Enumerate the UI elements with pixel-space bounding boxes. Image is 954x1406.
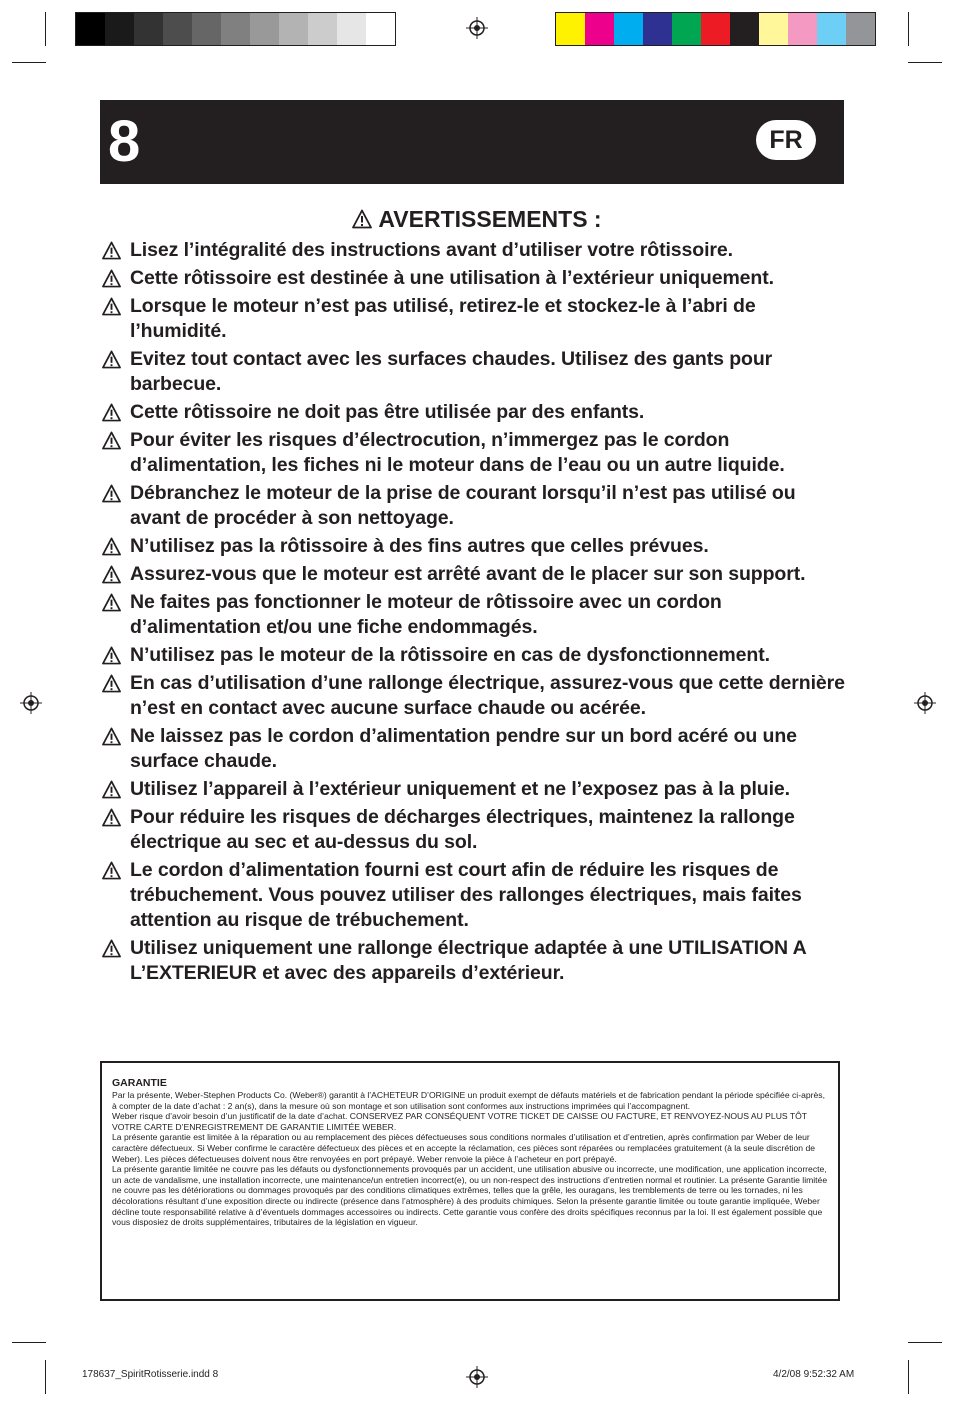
warning-text: Cette rôtissoire est destinée à une utilisation à l’extérieur uniquement.: [130, 267, 774, 289]
warning-item: [100, 428, 848, 478]
warranty-paragraph: Par la présente, Weber-Stephen Products Co. (Weber®) garantit à l’ACHETEUR D’ORIGINE un produit exempt de défauts matériels et de fabrication pendant la période spécifiée ci-après, à compter de la date d’achat : 2 an(s), dans la mesure où son montage et son utilisation sont conformes aux instructions imprimées qui l’accompagnent.: [112, 1090, 825, 1111]
grayscale-swatch: [221, 13, 250, 45]
warranty-body: [112, 1090, 828, 1228]
warning-text: N’utilisez pas la rôtissoire à des fins autres que celles prévues.: [130, 535, 709, 557]
warning-icon: [102, 484, 121, 503]
warning-item: [100, 238, 848, 263]
grayscale-swatch: [308, 13, 337, 45]
warning-icon: [352, 209, 372, 229]
warning-item: [100, 858, 848, 933]
warning-icon: [102, 939, 121, 958]
grayscale-swatch: [105, 13, 134, 45]
warning-icon: [102, 537, 121, 556]
grayscale-color-bar: [75, 12, 396, 46]
warning-item: [100, 347, 848, 397]
color-swatch: [614, 13, 643, 45]
grayscale-swatch: [250, 13, 279, 45]
color-swatch: [556, 13, 585, 45]
warranty-title: GARANTIE: [112, 1077, 167, 1089]
crop-mark: [908, 1360, 909, 1394]
warning-text: Débranchez le moteur de la prise de courant lorsqu’il n’est pas utilisé ou avant de procéder à son nettoyage.: [130, 482, 796, 529]
process-color-bar: [555, 12, 876, 46]
warning-item: [100, 294, 848, 344]
warning-text: Cette rôtissoire ne doit pas être utilisée par des enfants.: [130, 401, 645, 423]
crop-mark: [908, 1342, 942, 1343]
warnings-heading: [0, 203, 954, 235]
crop-mark: [45, 12, 46, 46]
warning-icon: [102, 727, 121, 746]
grayscale-swatch: [366, 13, 395, 45]
warning-item: [100, 534, 848, 559]
warning-icon: [102, 269, 121, 288]
warning-item: [100, 777, 848, 802]
warning-text: Utilisez l’appareil à l’extérieur uniquement et ne l’exposez pas à la pluie.: [130, 778, 790, 800]
registration-mark-icon: [466, 1366, 488, 1388]
warning-item: [100, 643, 848, 668]
warning-item: [100, 562, 848, 587]
warning-icon: [102, 431, 121, 450]
crop-mark: [908, 62, 942, 63]
warranty-box: [100, 1061, 840, 1301]
grayscale-swatch: [279, 13, 308, 45]
page-header: [100, 100, 844, 184]
warning-item: [100, 400, 848, 425]
grayscale-swatch: [134, 13, 163, 45]
warning-icon: [102, 403, 121, 422]
warning-icon: [102, 780, 121, 799]
grayscale-swatch: [192, 13, 221, 45]
color-swatch: [701, 13, 730, 45]
warning-text: En cas d’utilisation d’une rallonge électrique, assurez-vous que cette dernière n’est en contact avec aucune surface chaude ou acérée.: [130, 672, 845, 719]
warning-text: Lisez l’intégralité des instructions avant d’utiliser votre rôtissoire.: [130, 239, 733, 261]
crop-mark: [45, 1360, 46, 1394]
color-swatch: [817, 13, 846, 45]
warning-icon: [102, 241, 121, 260]
warranty-paragraph: Weber risque d’avoir besoin d’un justificatif de la date d’achat. CONSERVEZ PAR CONSÉQUENT VOTRE TICKET DE CAISSE OU FACTURE, ET RENVOYEZ-NOUS AU PLUS TÔT VOTRE CARTE D’ENREGISTREMENT DE GARANTIE LIMITÉE WEBER.: [112, 1111, 807, 1132]
warning-item: [100, 590, 848, 640]
warning-text: Le cordon d’alimentation fourni est court afin de réduire les risques de trébuchement. Vous pouvez utiliser des rallonges électriques, mais faites attention au risque de trébuchement.: [130, 859, 802, 931]
warning-icon: [102, 565, 121, 584]
warning-item: [100, 936, 848, 986]
language-badge: FR: [756, 120, 816, 160]
warning-icon: [102, 861, 121, 880]
warning-text: Utilisez uniquement une rallonge électrique adaptée à une UTILISATION A L’EXTERIEUR et avec des appareils d’extérieur.: [130, 937, 806, 984]
crop-mark: [12, 1342, 46, 1343]
color-swatch: [846, 13, 875, 45]
warnings-list: [100, 238, 848, 989]
registration-mark-icon: [914, 692, 936, 714]
warning-item: [100, 805, 848, 855]
warning-item: [100, 481, 848, 531]
color-swatch: [585, 13, 614, 45]
warning-text: Pour éviter les risques d’électrocution, n’immergez pas le cordon d’alimentation, les fiches ni le moteur dans de l’eau ou un autre liquide.: [130, 429, 785, 476]
warning-text: Assurez-vous que le moteur est arrêté avant de le placer sur son support.: [130, 563, 806, 585]
warning-icon: [102, 674, 121, 693]
crop-mark: [12, 62, 46, 63]
warning-icon: [102, 593, 121, 612]
file-slug: 178637_SpiritRotisserie.indd 8: [82, 1369, 219, 1380]
warning-item: [100, 671, 848, 721]
warranty-paragraph: La présente garantie limitée ne couvre pas les défauts ou dysfonctionnements provoqués par un accident, une utilisation abusive ou incorrecte, une modification, une application incorrecte, un acte de vandalisme, une installation incorrecte, une maintenance/un entretien incorrect(e), ou un non-respect des instructions d’entretien normal et routinier. La présente Garantie limitée ne couvre pas les détériorations ou dommages provoqués par des conditions climatiques extrêmes, telles que la grêle, les ouragans, les tremblements de terre ou les tornades, ni les décolorations résultant d’une exposition directe ou indirecte (présence dans l’atmosphère) à des produits chimiques. Selon la présente garantie limitée ou toute garantie impliquée, Weber décline toute responsabilité relative à d’éventuels dommages accessoires ou indirects. Cette garantie vous confère des droits spécifiques reconnus par la loi. Il est également possible que vous disposiez de droits supplémentaires, tributaires de la législation en vigueur.: [112, 1164, 828, 1228]
warnings-title: AVERTISSEMENTS :: [378, 206, 602, 232]
color-swatch: [730, 13, 759, 45]
crop-mark: [908, 12, 909, 46]
warning-icon: [102, 646, 121, 665]
warning-icon: [102, 297, 121, 316]
color-swatch: [788, 13, 817, 45]
warning-text: Lorsque le moteur n’est pas utilisé, retirez-le et stockez-le à l’abri de l’humidité.: [130, 295, 756, 342]
warning-text: Evitez tout contact avec les surfaces chaudes. Utilisez des gants pour barbecue.: [130, 348, 773, 395]
color-swatch: [759, 13, 788, 45]
warning-text: N’utilisez pas le moteur de la rôtissoire en cas de dysfonctionnement.: [130, 644, 770, 666]
grayscale-swatch: [163, 13, 192, 45]
warning-text: Pour réduire les risques de décharges électriques, maintenez la rallonge électrique au sec et au-dessus du sol.: [130, 806, 795, 853]
warning-icon: [102, 808, 121, 827]
print-timestamp: 4/2/08 9:52:32 AM: [773, 1369, 855, 1380]
color-swatch: [672, 13, 701, 45]
warning-item: [100, 266, 848, 291]
page-number: 8: [108, 109, 141, 174]
color-swatch: [643, 13, 672, 45]
grayscale-swatch: [337, 13, 366, 45]
registration-mark-icon: [20, 692, 42, 714]
warranty-paragraph: La présente garantie est limitée à la réparation ou au remplacement des pièces défectueuses sous conditions normales d’utilisation et d’entretien, après confirmation par Weber de leur caractère défectueux. Si Weber confirme le caractère défectueux des pièces et en accepte la réclamation, ces pièces sont réparées ou remplacées gratuitement (à la seule discrétion de Weber). Les pièces défectueuses doivent nous être renvoyées en port prépayé. Weber renvoie la pièce à l’acheteur en port prépayé.: [112, 1132, 815, 1164]
warning-item: [100, 724, 848, 774]
grayscale-swatch: [76, 13, 105, 45]
warning-icon: [102, 350, 121, 369]
warning-text: Ne laissez pas le cordon d’alimentation pendre sur un bord acéré ou une surface chaude.: [130, 725, 797, 772]
registration-mark-icon: [466, 17, 488, 39]
warning-text: Ne faites pas fonctionner le moteur de rôtissoire avec un cordon d’alimentation et/ou une fiche endommagés.: [130, 591, 722, 638]
